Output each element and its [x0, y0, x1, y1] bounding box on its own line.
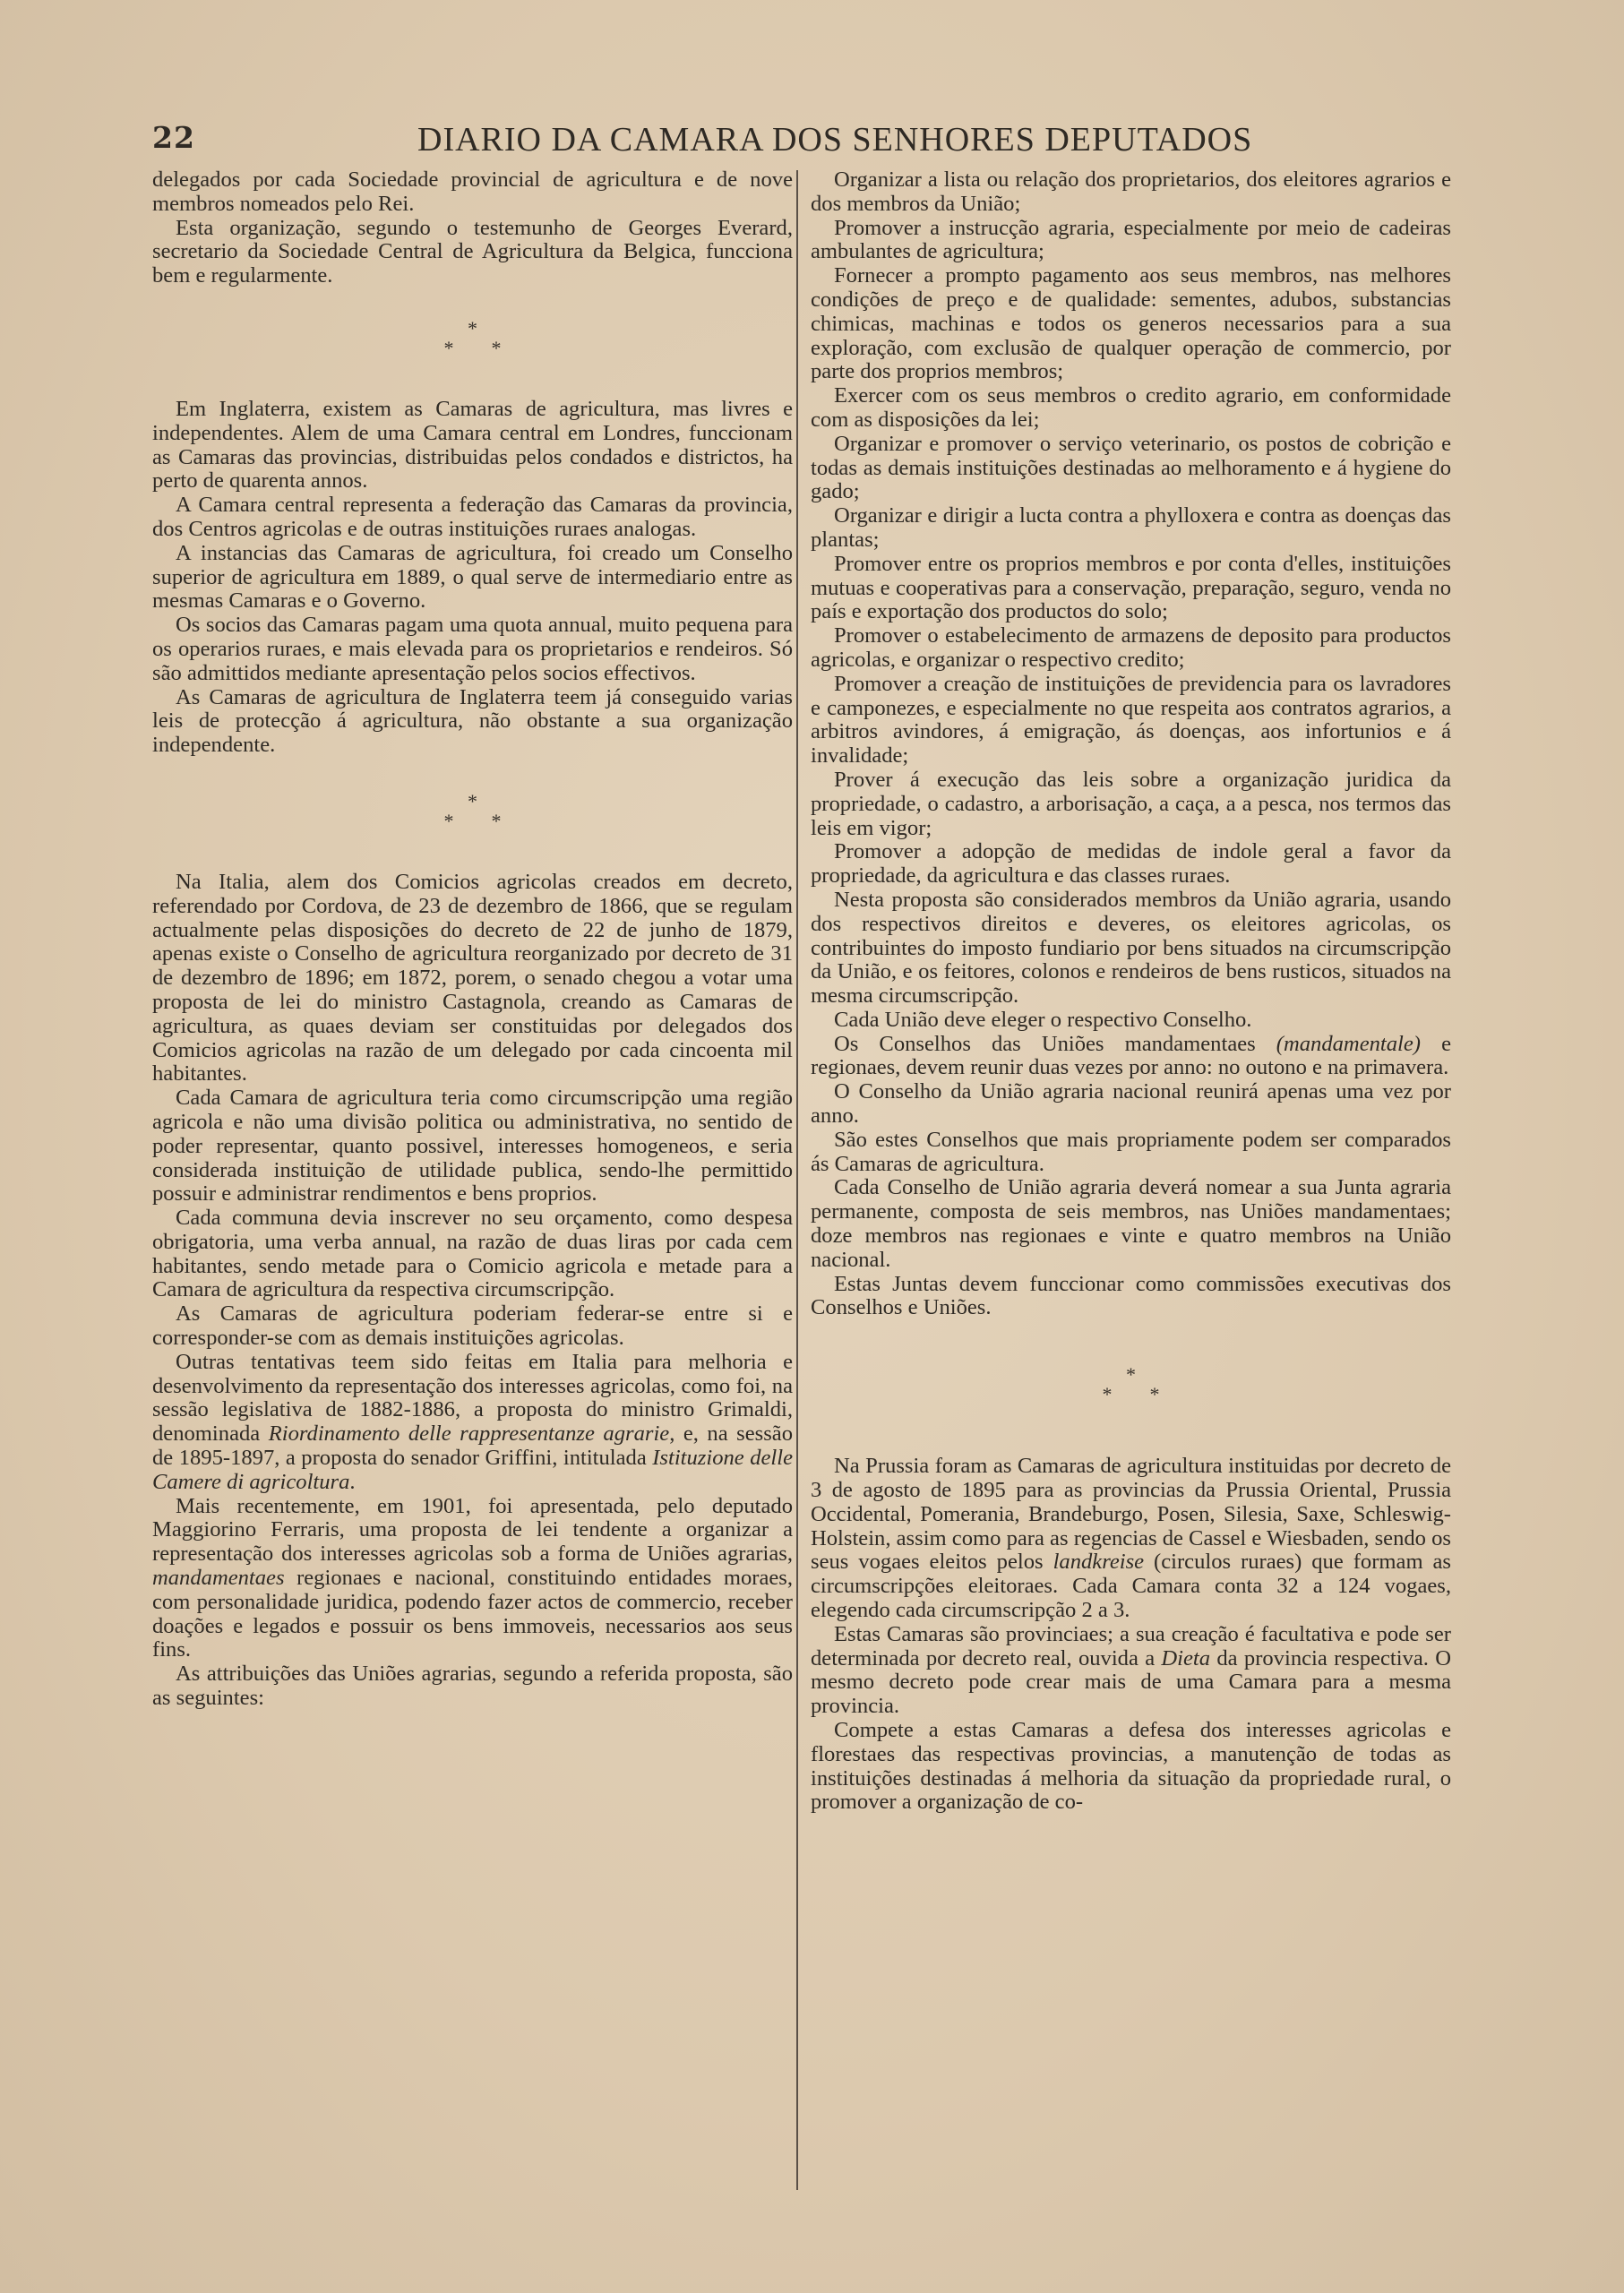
- paragraph: Nesta proposta são considerados membros da União agraria, usando dos respectivos direitos e deveres, os eleitores agricolas, os contribuintes do imposto fundiario por bens situados na circumscripção da União, e os feitores, colonos e rendeiros de bens rusticos, situados na mesma circumscripção.: [811, 887, 1451, 1009]
- paragraph: Promover a instrucção agraria, especialmente por meio de cadeiras ambulantes de agricultura;: [811, 215, 1451, 264]
- paragraph: Exercer com os seus membros o credito agrario, em conformidade com as disposições da lei;: [811, 383, 1451, 432]
- left-column: [152, 168, 793, 1711]
- ornament-star: *: [491, 809, 539, 832]
- text-run: da provincia respectiva. O mesmo decreto pode crear mais de uma Camara para a mesma provincia.: [811, 1645, 1451, 1719]
- paragraph: [811, 1623, 1451, 1719]
- column-divider: [796, 170, 798, 2190]
- italic-title: Riordinamento delle rappresentanze agrarie: [268, 1421, 670, 1447]
- page-header: [152, 120, 1478, 165]
- text-run: Outras tentativas teem sido feitas em Italia para melhoria e desenvolvimento da representação dos interesses agricolas, como foi, na sessão legislativa de 1882-1886, a proposta do ministro Grimaldi, denominada: [152, 1349, 793, 1447]
- paragraph: As Camaras de agricultura poderiam federar-se entre si e corresponder-se com as demais instituições agricolas.: [152, 1301, 793, 1351]
- paragraph: Cada Camara de agricultura teria como circumscripção uma região agricola e não uma divisão politica ou administrativa, no sentido de poder representar, quanto possivel, interesses homogeneos, e seria considerada instituição de utilidade publica, sendo-lhe permittido possuir e administrar rendimentos e bens proprios.: [152, 1086, 793, 1207]
- paragraph: Promover a creação de instituições de previdencia para os lavradores e camponezes, e especialmente no que respeita aos contratos agrarios, a arbitros avindores, á emigração, ás doenças, aos infortunios e á invalidade;: [811, 671, 1451, 769]
- paragraph: Fornecer a prompto pagamento aos seus membros, nas melhores condições de preço e de qualidade: sementes, adubos, substancias chimicas, machinas e todos os generos necessarios para a sua exploração, com exclusão de qualquer operação de commercio, por parte dos proprios membros;: [811, 263, 1451, 384]
- section-ornament: [152, 789, 793, 832]
- paragraph: Os socios das Camaras pagam uma quota annual, muito pequena para os operarios ruraes, e mais elevada para os proprietarios e rendeiros. Só são admittidos mediante apresentação pelos socios effectivos.: [152, 613, 793, 685]
- paragraph: Compete a estas Camaras a defesa dos interesses agricolas e florestaes das respectivas provincias, a manutenção de todas as instituições destinadas á melhoria da situação da propriedade rural, o promover a organização de co-: [811, 1718, 1451, 1815]
- ornament-star: *: [443, 809, 492, 832]
- paragraph: Organizar e promover o serviço veterinario, os postos de cobrição e todas as demais instituições destinadas ao melhoramento e á hygiene do gado;: [811, 431, 1451, 504]
- ornament-star: *: [468, 789, 477, 812]
- text-run: (circulos ruraes) que formam as circumscripções eleitoraes. Cada Camara conta 32 a 124 vogaes, elegendo cada circumscripção 2 a 3.: [811, 1550, 1452, 1623]
- italic-term: mandamentaes: [152, 1566, 285, 1591]
- paragraph: A Camara central representa a federação das Camaras da provincia, dos Centros agricolas e de outras instituições ruraes analogas.: [152, 493, 793, 541]
- paragraph: Prover á execução das leis sobre a organização juridica da propriedade, o cadastro, a arborisação, a caça, a a pesca, nos termos das leis em vigor;: [811, 767, 1451, 840]
- section-ornament: [811, 1365, 1451, 1404]
- ornament-star: *: [1126, 1363, 1136, 1387]
- paragraph: Cada communa devia inscrever no seu orçamento, como despesa obrigatoria, uma verba annual, na razão de duas liras por cada cem habitantes, sendo metade para o Comicio agricola e metade para a Camara de agricultura da respectiva circumscripção.: [152, 1206, 793, 1302]
- paragraph: Promover entre os proprios membros e por conta d'elles, instituições mutuas e cooperativas para a conservação, preparação, seguro, venda no país e exportação dos productos do solo;: [811, 551, 1451, 624]
- section-ornament: [152, 316, 793, 359]
- paragraph: Organizar e dirigir a lucta contra a phylloxera e contra as doenças das plantas;: [811, 503, 1451, 552]
- text-run: regionaes e nacional, constituindo entidades moraes, com personalidade juridica, podendo fazer actos de commercio, receber doações e legados e possuir os bens immoveis, necessarios aos seus fins.: [152, 1566, 793, 1662]
- text-run: Estas Camaras são provinciaes; a sua creação é facultativa e pode ser determinada por decreto real, ouvida a: [811, 1621, 1451, 1670]
- text-run: Na Prussia foram as Camaras de agricultura instituidas por decreto de 3 de agosto de 1895 para as provincias da Prussia Oriental, Prussia Occidental, Pomerania, Brandeburgo, Posen, Silesia, Saxe, Schleswig-Holstein, assim como para as regencias de Cassel e Wiesbaden, sendo os seus vogaes eleitos pelos: [811, 1454, 1451, 1575]
- text-run: , e, na sessão de 1895-1897, a proposta do senador Griffini, intitulada: [152, 1421, 794, 1471]
- italic-term: Dieta: [1161, 1645, 1211, 1670]
- paragraph: Na Italia, alem dos Comicios agricolas creados em decreto, referendado por Cordova, de 23 de dezembro de 1866, que se regulam actualmente pelas disposições do decreto de 22 de junho de 1879, apenas existe o Conselho de agricultura reorganizado por decreto de 31 de dezembro de 1896; em 1872, porem, o senado chegou a votar uma proposta de lei do ministro Castagnola, creando as Camaras de agricultura, as quaes deviam ser constituidas por delegados dos Comicios agricolas na razão de um delegado por cada cincoenta mil habitantes.: [152, 869, 793, 1086]
- paragraph: [811, 1455, 1451, 1623]
- paragraph: O Conselho da União agraria nacional reunirá apenas uma vez por anno.: [811, 1079, 1451, 1129]
- paragraph: As attribuições das Uniões agrarias, segundo a referida proposta, são as seguintes:: [152, 1662, 793, 1711]
- ornament-star: *: [1149, 1383, 1198, 1406]
- right-column: [811, 168, 1451, 1815]
- ornament-star: *: [1102, 1383, 1150, 1406]
- italic-term: landkreise: [1053, 1550, 1145, 1575]
- ornament-star: *: [491, 336, 539, 359]
- italic-title: Istituzione delle Camere di agricoltura: [152, 1446, 793, 1494]
- paragraph: Estas Juntas devem funccionar como commissões executivas dos Conselhos e Uniões.: [811, 1271, 1451, 1320]
- ornament-star: *: [468, 316, 477, 339]
- paragraph: São estes Conselhos que mais propriamente podem ser comparados ás Camaras de agricultura.: [811, 1127, 1451, 1176]
- paragraph: [811, 1033, 1451, 1081]
- paragraph: Cada União deve eleger o respectivo Conselho.: [834, 1007, 1252, 1032]
- paragraph: Cada Conselho de União agraria deverá nomear a sua Junta agraria permanente, composta de seis membros, nas Uniões mandamentaes; doze membros nas regionaes e vinte e quatro membros na União nacional.: [811, 1175, 1451, 1272]
- paragraph: Em Inglaterra, existem as Camaras de agricultura, mas livres e independentes. Alem de uma Camara central em Londres, funccionam as Camaras das provincias, distribuidas pelos condados e districtos, ha perto de quarenta annos.: [152, 396, 793, 494]
- paragraph: [152, 1351, 793, 1495]
- paragraph: Organizar a lista ou relação dos proprietarios, dos eleitores agrarios e dos membros da União;: [811, 167, 1451, 216]
- paragraph: [152, 1495, 793, 1663]
- paragraph: As Camaras de agricultura de Inglaterra teem já conseguido varias leis de protecção á agricultura, não obstante a sua organização independente.: [152, 684, 793, 758]
- paragraph: delegados por cada Sociedade provincial de agricultura e de nove membros nomeados pelo Rei.: [152, 167, 793, 216]
- paragraph: A instancias das Camaras de agricultura, foi creado um Conselho superior de agricultura em 1889, o qual serve de intermediario entre as mesmas Camaras e o Governo.: [152, 540, 793, 614]
- paragraph: Promover o estabelecimento de armazens de deposito para productos agricolas, e organizar o respectivo credito;: [811, 623, 1451, 672]
- paragraph: Esta organização, segundo o testemunho de Georges Everard, secretario da Sociedade Central de Agricultura da Belgica, funcciona bem e regularmente.: [152, 215, 793, 288]
- text-run: e regionaes, devem reunir duas vezes por anno: no outono e na primavera.: [811, 1031, 1451, 1080]
- text-run: .: [349, 1469, 356, 1494]
- paragraph: Promover a adopção de medidas de indole geral a favor da propriedade, da agricultura e das classes ruraes.: [811, 839, 1451, 889]
- page-number: 22: [152, 120, 195, 155]
- italic-term: (mandamentale): [1276, 1031, 1421, 1056]
- ornament-star: *: [443, 336, 492, 359]
- text-run: Mais recentemente, em 1901, foi apresentada, pelo deputado Maggiorino Ferraris, uma proposta de lei tendente a organizar a representação dos interesses agricolas sob a forma de Uniões agrarias,: [152, 1493, 793, 1567]
- running-head: DIARIO DA CAMARA DOS SENHORES DEPUTADOS: [417, 121, 1253, 159]
- text-run: Os Conselhos das Uniões mandamentaes: [834, 1031, 1276, 1056]
